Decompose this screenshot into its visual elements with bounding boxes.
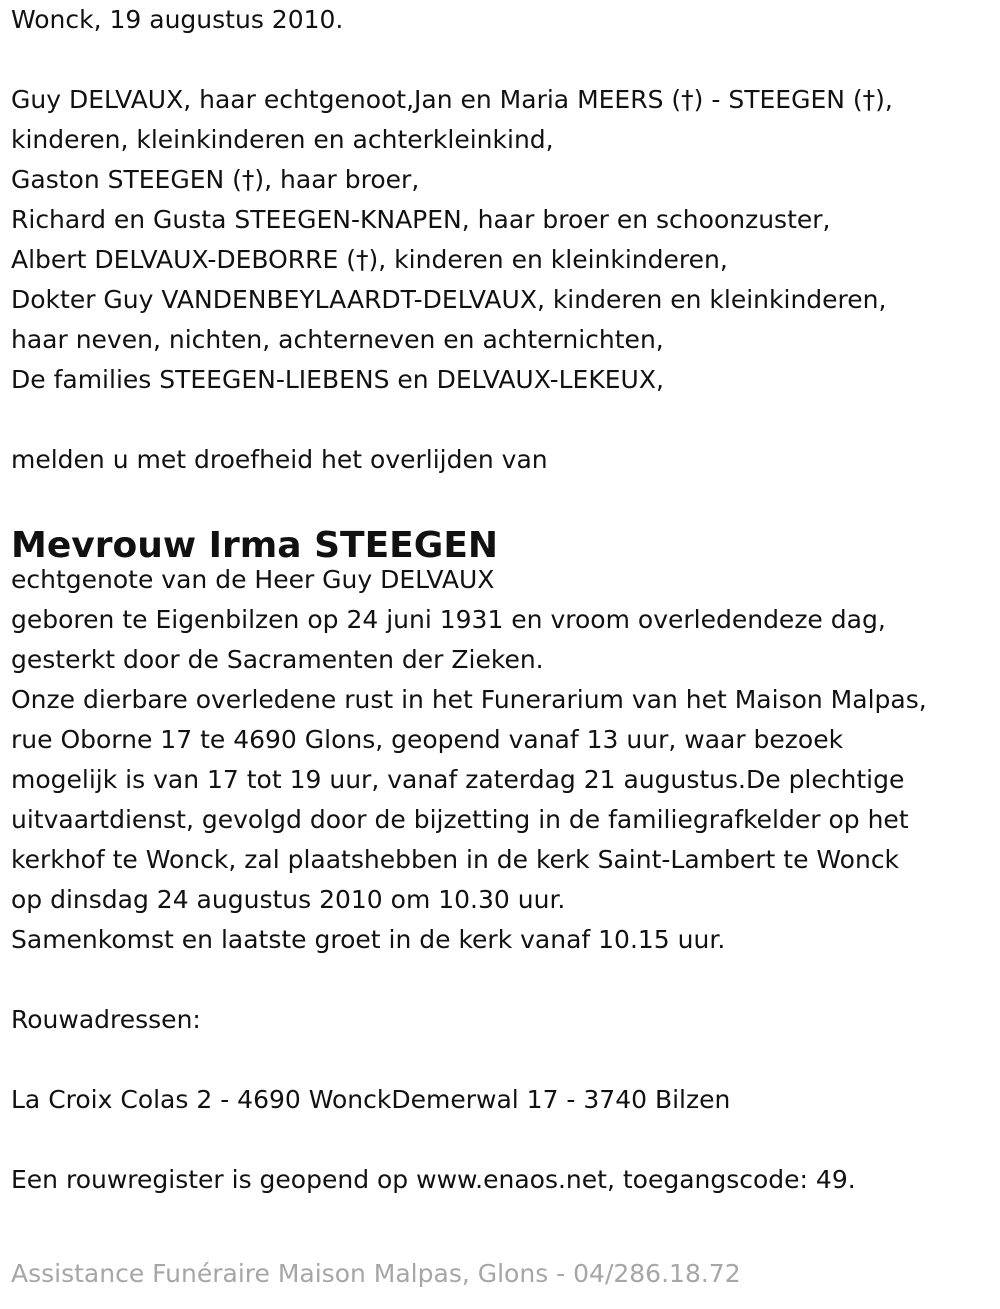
details-line: Samenkomst en laatste groet in de kerk vanaf 10.15 uur. [11, 925, 726, 954]
death-notice [11, 0, 996, 1200]
details-line: rue Oborne 17 te 4690 Glons, geopend vanaf 13 uur, waar bezoek [11, 725, 844, 754]
family-line: kinderen, kleinkinderen en achterkleinkind, [11, 125, 554, 154]
details-line: gesterkt door de Sacramenten der Zieken. [11, 645, 544, 674]
details-line: mogelijk is van 17 tot 19 uur, vanaf zaterdag 21 augustus.De plechtige [11, 765, 905, 794]
spacer [11, 480, 996, 520]
announcement: melden u met droefheid het overlijden van [11, 445, 548, 474]
details-line: echtgenote van de Heer Guy DELVAUX [11, 565, 495, 594]
spacer [11, 960, 996, 1000]
addresses: La Croix Colas 2 - 4690 WonckDemerwal 17 - 3740 Bilzen [11, 1085, 731, 1114]
deceased-name: Mevrouw Irma STEEGEN [11, 525, 499, 566]
details-line: uitvaartdienst, gevolgd door de bijzetting in de familiegrafkelder op het [11, 805, 909, 834]
details-line: geboren te Eigenbilzen op 24 juni 1931 en vroom overledendeze dag, [11, 605, 886, 634]
place-date: Wonck, 19 augustus 2010. [11, 5, 344, 34]
family-line: Guy DELVAUX, haar echtgenoot,Jan en Maria MEERS (†) - STEEGEN (†), [11, 85, 893, 114]
addresses-label: Rouwadressen: [11, 1005, 201, 1034]
spacer [11, 1040, 996, 1080]
family-line: De families STEEGEN-LIEBENS en DELVAUX-LEKEUX, [11, 365, 664, 394]
family-line: Richard en Gusta STEEGEN-KNAPEN, haar broer en schoonzuster, [11, 205, 831, 234]
family-line: Albert DELVAUX-DEBORRE (†), kinderen en kleinkinderen, [11, 245, 728, 274]
spacer [11, 40, 996, 80]
family-line: Gaston STEEGEN (†), haar broer, [11, 165, 420, 194]
spacer [11, 1120, 996, 1160]
register-line: Een rouwregister is geopend op www.enaos.net, toegangscode: 49. [11, 1165, 856, 1194]
spacer [11, 400, 996, 440]
family-line: haar neven, nichten, achterneven en achternichten, [11, 325, 664, 354]
details-line: kerkhof te Wonck, zal plaatshebben in de kerk Saint-Lambert te Wonck [11, 845, 900, 874]
family-line: Dokter Guy VANDENBEYLAARDT-DELVAUX, kinderen en kleinkinderen, [11, 285, 887, 314]
details-line: Onze dierbare overledene rust in het Funerarium van het Maison Malpas, [11, 685, 927, 714]
details-line: op dinsdag 24 augustus 2010 om 10.30 uur. [11, 885, 566, 914]
funeral-home-footer: Assistance Funéraire Maison Malpas, Glons - 04/286.18.72 [11, 1259, 741, 1288]
